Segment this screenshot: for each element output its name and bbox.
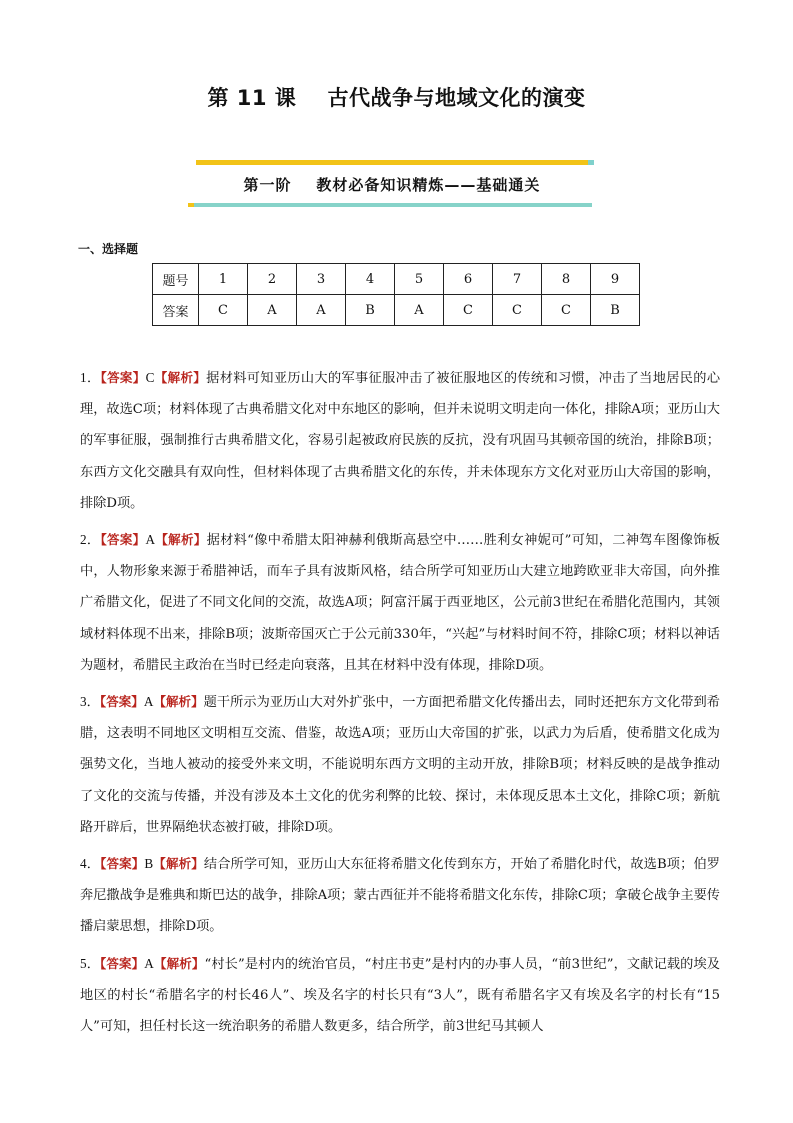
item-text: 结合所学可知，亚历山大东征将希腊文化传到东方，开始了希腊化时代，故选B项；伯罗奔尼撒战争是雅典和斯巴达的战争，排除A项；蒙古西征并不能将希腊文化东传，排除C项；拿破仑战争主要传播启蒙思想，排除D项。 (80, 857, 720, 935)
banner-bottom-bar-accent (188, 203, 194, 207)
answer-tag: 【答案】 (100, 955, 145, 971)
question-number: 9 (591, 264, 640, 295)
row-label-answer: 答案 (153, 295, 199, 326)
answer-cell: A (297, 295, 346, 326)
banner-top-bar-accent (588, 160, 594, 165)
analysis-tag: 【解析】 (153, 955, 205, 971)
answer-cell: A (395, 295, 444, 326)
question-number: 1 (199, 264, 248, 295)
analysis-tag: 【解析】 (154, 370, 207, 385)
lesson-title: 第 11 课 古代战争与地域文化的演变 (207, 86, 586, 110)
question-number: 3 (297, 264, 346, 295)
answer-tag: 【答案】 (100, 856, 145, 872)
answer-cell: C (493, 295, 542, 326)
item-number: 2． (80, 532, 101, 548)
item-text: 题干所示为亚历山大对外扩张中，一方面把希腊文化传播出去，同时还把东方文化带到希腊，这表明不同地区文明相互交流、借鉴，故选A项；亚历山大帝国的扩张，以武力为后盾，使希腊文化成为强势文化，当地人被动的接受外来文明，不能说明东西方文明的主动开放，排除B项；材料反映的是战争推动了文化的交流与传播，并没有涉及本土文化的优劣利弊的比较、探讨，未体现反思本土文化，排除C项；新航路开辟后，世界隔绝状态被打破，排除D项。 (80, 695, 720, 835)
answer-cell: B (346, 295, 395, 326)
item-number: 4． (80, 856, 101, 872)
answer-table (152, 263, 640, 326)
answer-cell: C (199, 295, 248, 326)
answer-tag: 【答案】 (100, 532, 146, 548)
explanation-item (80, 362, 720, 519)
answer-cell: B (591, 295, 640, 326)
question-number: 6 (444, 264, 493, 295)
question-number: 4 (346, 264, 395, 295)
item-answer: C (145, 370, 155, 385)
item-text: 据材料可知亚历山大的军事征服冲击了被征服地区的传统和习惯，冲击了当地居民的心理，故选C项；材料体现了古典希腊文化对中东地区的影响，但并未说明文明走向一体化，排除A项；亚历山大的军事征服，强制推行古典希腊文化，容易引起被政府民族的反抗，没有巩固马其顿帝国的统治，排除B项；东西方文化交融具有双向性，但材料体现了古典希腊文化的东传，并未体现东方文化对亚历山大帝国的影响，排除D项。 (80, 371, 721, 511)
section-heading: 一、选择题 (78, 242, 139, 256)
answer-tag: 【答案】 (99, 694, 144, 710)
answer-cell: A (248, 295, 297, 326)
explanation-item (80, 524, 720, 681)
question-number: 8 (542, 264, 591, 295)
banner-bottom-bar (190, 203, 592, 207)
question-number-row (153, 264, 640, 295)
item-answer: A (144, 955, 154, 971)
analysis-tag: 【解析】 (153, 694, 204, 710)
answer-cell: C (542, 295, 591, 326)
item-answer: A (145, 532, 156, 548)
item-number: 5． (80, 955, 101, 971)
row-label-number: 题号 (153, 264, 199, 295)
question-number: 2 (248, 264, 297, 295)
item-text: “村长”是村内的统治官员，“村庄书吏”是村内的办事人员，“前3世纪”，文献记载的埃及地区的村长“希腊名字的村长46人”、埃及名字的村长只有“3人”，既有希腊名字又有埃及名字的村长有“15人”可知，担任村长这一统治职务的希腊人数更多，结合所学，前3世纪马其顿人 (80, 956, 720, 1035)
answer-cell: C (444, 295, 493, 326)
explanation-item (80, 686, 720, 843)
explanation-list (80, 362, 720, 1047)
question-number: 5 (395, 264, 444, 295)
analysis-tag: 【解析】 (155, 532, 207, 548)
answer-row (153, 295, 640, 326)
answer-tag: 【答案】 (100, 370, 146, 385)
question-number: 7 (493, 264, 542, 295)
item-answer: B (144, 856, 154, 872)
analysis-tag: 【解析】 (153, 856, 204, 872)
item-text: 据材料“像中希腊太阳神赫利俄斯高悬空中……胜利女神妮可”可知，二神驾车图像饰板中，人物形象来源于希腊神话，而车子具有波斯风格，结合所学可知亚历山大建立地跨欧亚非大帝国，向外推广希腊文化，促进了不同文化间的交流，故选A项；阿富汗属于西亚地区，公元前3世纪在希腊化范围内，其领域材料体现不出来，排除B项；波斯帝国灭亡于公元前330年，“兴起”与材料时间不符，排除C项；材料以神话为题材，希腊民主政治在当时已经走向衰落，且其在材料中没有体现，排除D项。 (80, 533, 720, 673)
item-number: 3． (80, 694, 100, 710)
item-number: 1． (80, 370, 101, 385)
banner-heading: 第一阶 教材必备知识精炼——基础通关 (243, 176, 541, 194)
banner-top-bar (196, 160, 588, 165)
explanation-item (80, 848, 720, 943)
section-banner (190, 160, 600, 210)
explanation-item (80, 948, 720, 1043)
item-answer: A (143, 694, 154, 710)
